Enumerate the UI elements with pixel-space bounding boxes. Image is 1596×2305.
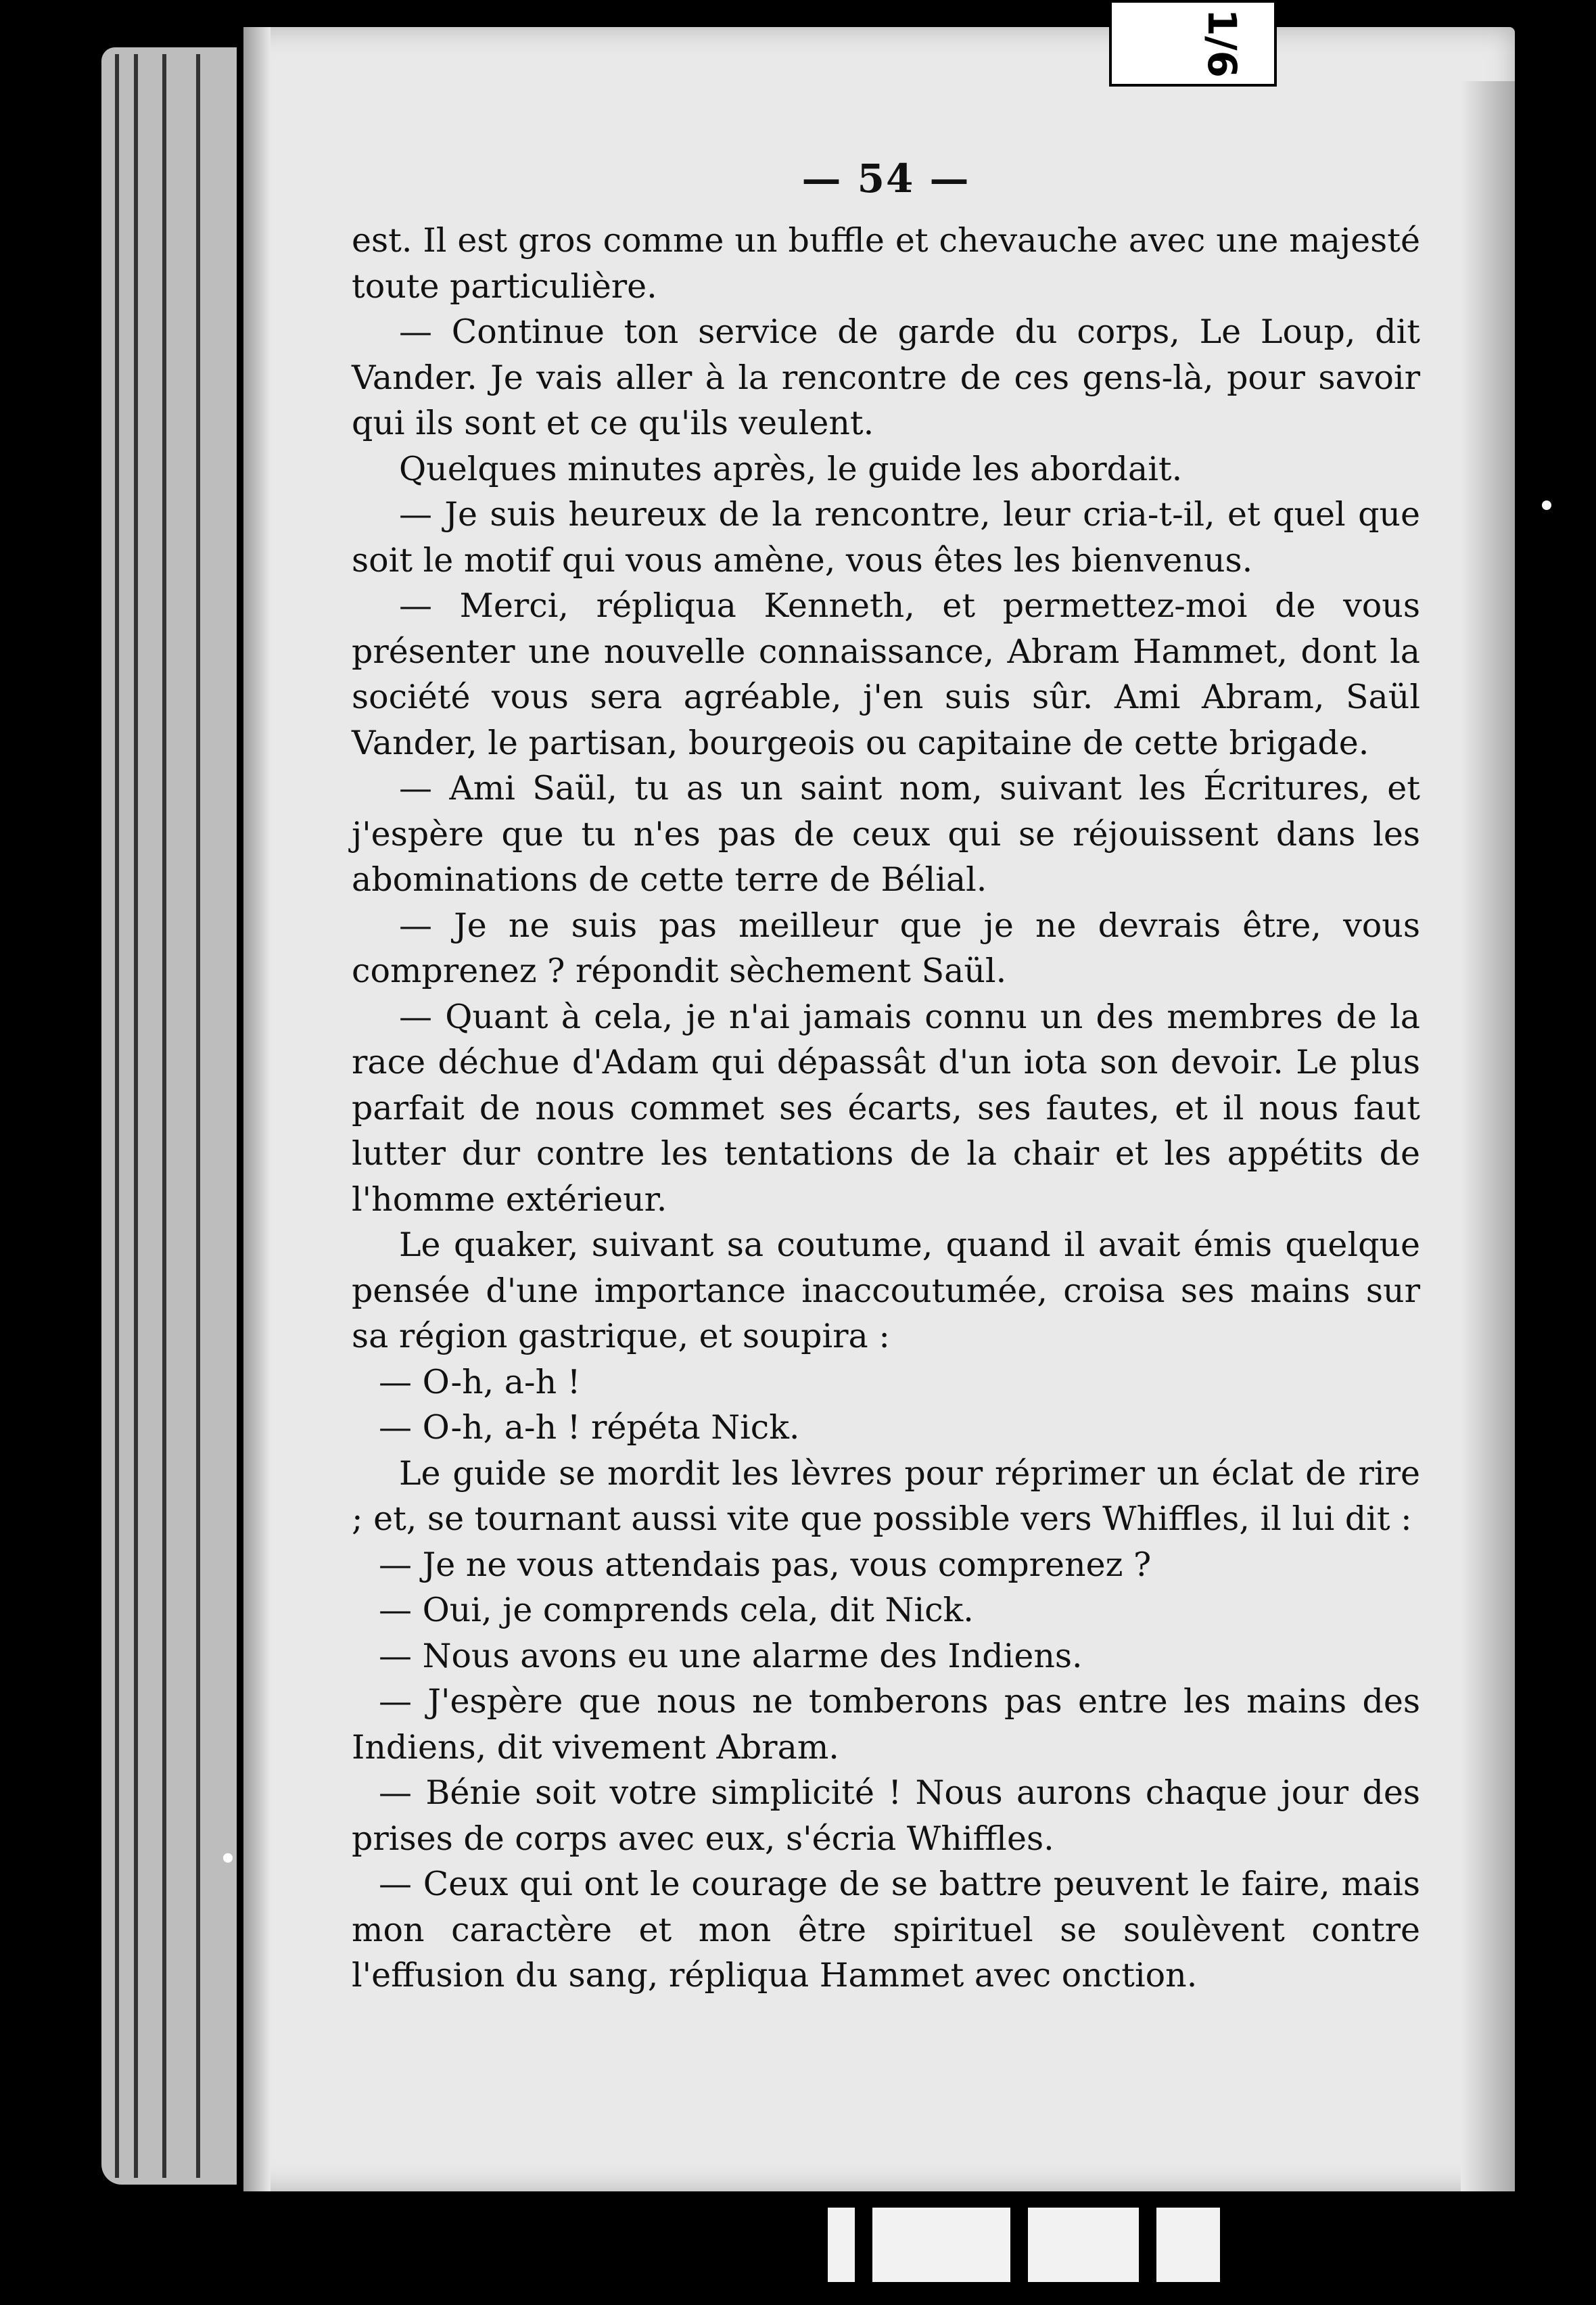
- paragraph-6: — Ami Saül, tu as un saint nom, suivant les Écritures, et j'espère que tu n'es pas de ceux qui se réjouissent dans les abominations de cette terre de Bélial.: [352, 769, 1420, 899]
- paragraph-13: — Je ne vous attendais pas, vous comprenez ?: [379, 1545, 1152, 1584]
- paragraph-12: Le guide se mordit les lèvres pour réprimer un éclat de rire ; et, se tournant aussi vite que possible vers Whiffles, il lui dit :: [352, 1453, 1420, 1538]
- paragraph-2: — Continue ton service de garde du corps, Le Loup, dit Vander. Je vais aller à la rencontre de ces gens-là, pour savoir qui ils sont et ce qu'ils veulent.: [352, 312, 1420, 442]
- paragraph-9: Le quaker, suivant sa coutume, quand il avait émis quelque pensée d'une importance inaccoutumée, croisa ses mains sur sa région gastrique, et soupira :: [352, 1226, 1420, 1355]
- book-edge: [101, 47, 237, 2185]
- paragraph-15: — Nous avons eu une alarme des Indiens.: [379, 1636, 1083, 1675]
- speck: [223, 1853, 233, 1863]
- paragraph-10: — O-h, a-h !: [379, 1362, 581, 1401]
- paragraph-3: Quelques minutes après, le guide les abordait.: [399, 449, 1183, 488]
- paragraph-14: — Oui, je comprends cela, dit Nick.: [379, 1591, 974, 1629]
- page-clip: [825, 2205, 1223, 2285]
- paragraph-8: — Quant à cela, je n'ai jamais connu un des membres de la race déchue d'Adam qui dépassât d'un iota son devoir. Le plus parfait de nous commet ses écarts, ses fautes, et il nous faut lutter dur contre les tentations de la chair et les appétits de l'homme extérieur.: [352, 997, 1420, 1219]
- page-text: [352, 156, 1420, 1999]
- page-gutter-shadow: [243, 27, 271, 2191]
- paragraph-17: — Bénie soit votre simplicité ! Nous aurons chaque jour des prises de corps avec eux, s'écria Whiffles.: [352, 1773, 1420, 1858]
- paragraph-18: — Ceux qui ont le courage de se battre peuvent le faire, mais mon caractère et mon être spirituel se soulèvent contre l'effusion du sang, répliqua Hammet avec onction.: [352, 1865, 1420, 1995]
- reference-tab: [1109, 0, 1277, 87]
- paragraph-11: — O-h, a-h ! répéta Nick.: [379, 1408, 800, 1447]
- reference-number: 1/6: [1199, 9, 1246, 78]
- paragraph-1: est. Il est gros comme un buffle et chevauche avec une majesté toute particulière.: [352, 221, 1420, 306]
- paragraph-5: — Merci, répliqua Kenneth, et permettez-moi de vous présenter une nouvelle connaissance, Abram Hammet, dont la société vous sera agréable, j'en suis sûr. Ami Abram, Saül Vander, le partisan, bourgeois ou capitaine de cette brigade.: [352, 586, 1420, 762]
- paragraph-7: — Je ne suis pas meilleur que je ne devrais être, vous comprenez ? répondit sèchement Saül.: [352, 906, 1420, 990]
- paragraph-4: — Je suis heureux de la rencontre, leur cria-t-il, et quel que soit le motif qui vous amène, vous êtes les bienvenus.: [352, 495, 1420, 580]
- page-edge-shadow: [1461, 81, 1515, 2191]
- paragraph-16: — J'espère que nous ne tomberons pas entre les mains des Indiens, dit vivement Abram.: [352, 1682, 1420, 1767]
- page-number: — 54 —: [801, 156, 970, 202]
- speck: [1542, 500, 1551, 510]
